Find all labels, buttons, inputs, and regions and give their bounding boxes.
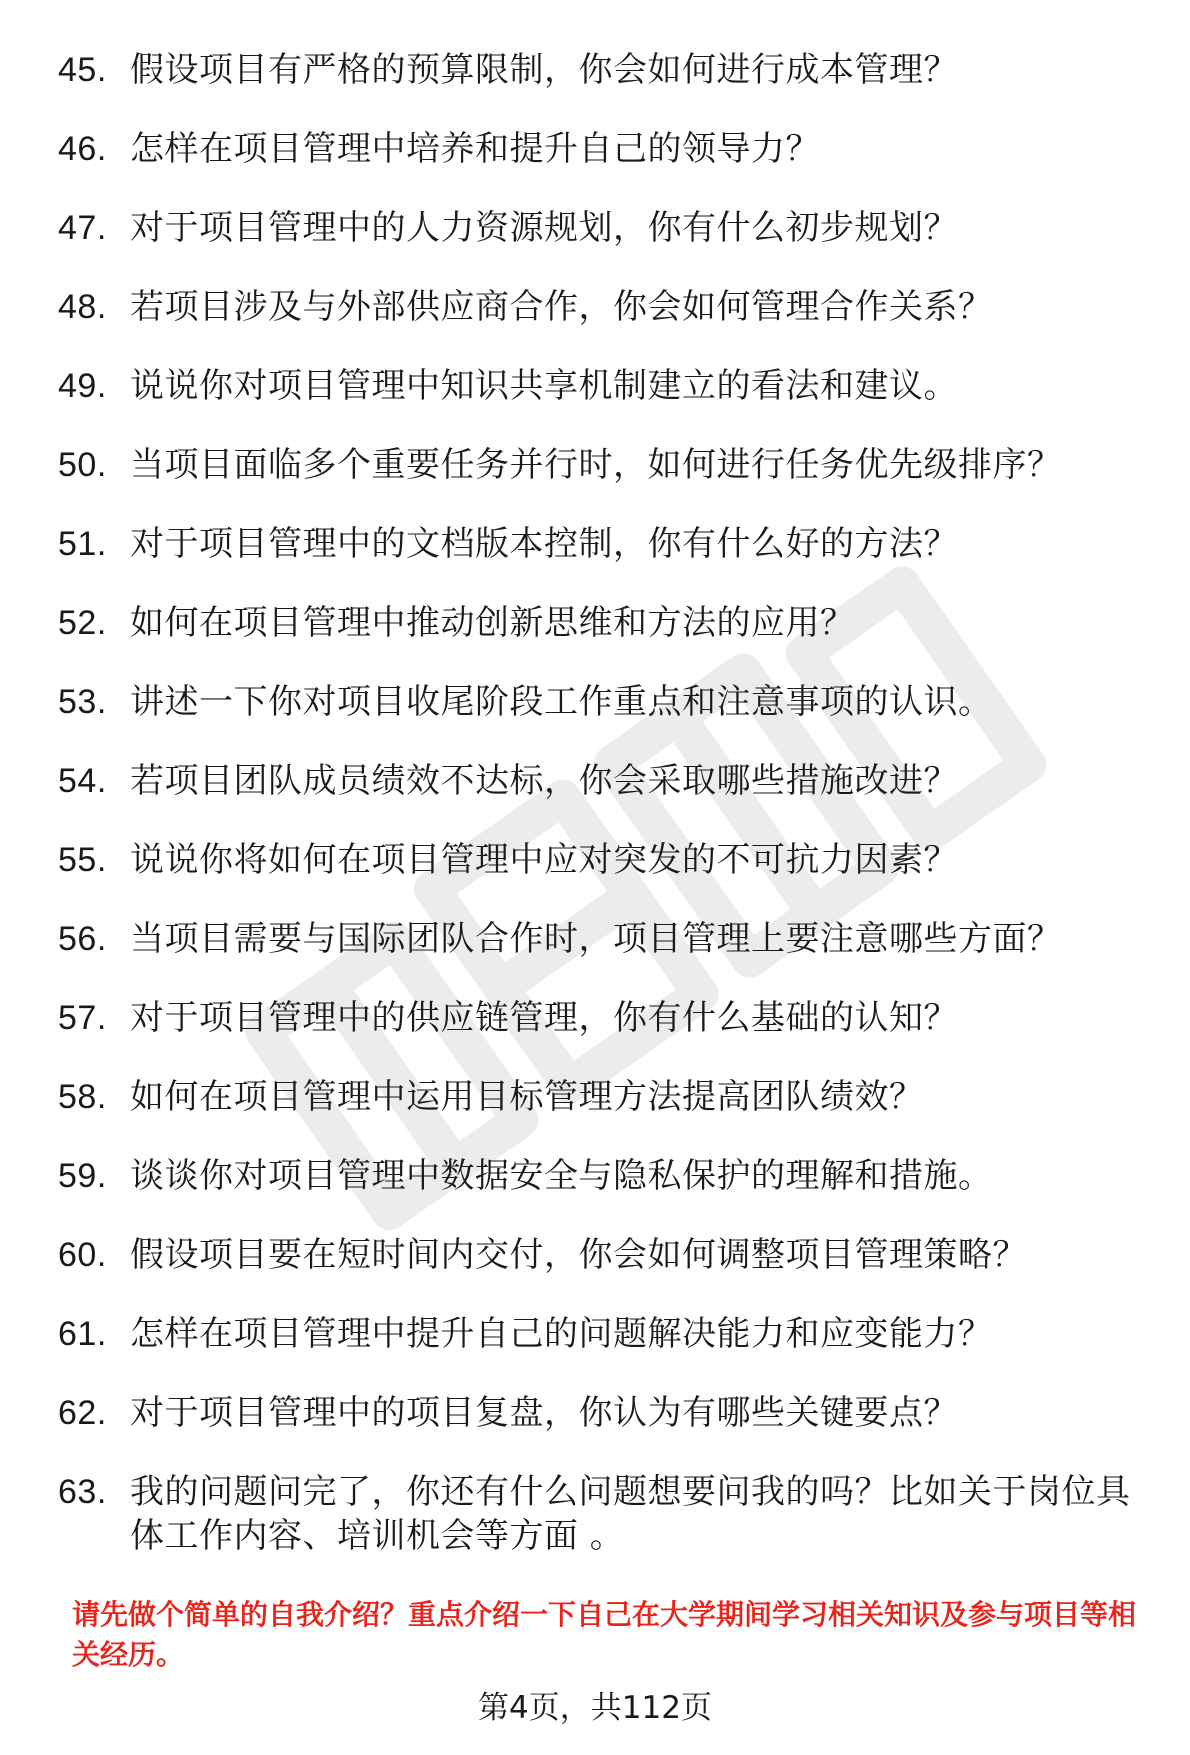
list-item <box>58 838 1158 917</box>
question-number: 51. <box>58 525 107 563</box>
list-item <box>58 1312 1158 1391</box>
question-number: 45. <box>58 51 107 89</box>
list-item <box>58 127 1158 206</box>
list-item <box>58 364 1158 443</box>
question-number: 55. <box>58 841 107 879</box>
question-text: 当项目需要与国际团队合作时，项目管理上要注意哪些方面？ <box>130 919 1062 959</box>
question-number: 60. <box>58 1236 107 1274</box>
question-text: 对于项目管理中的项目复盘，你认为有哪些关键要点？ <box>130 1393 958 1433</box>
question-number: 50. <box>58 446 107 484</box>
list-item <box>58 996 1158 1075</box>
question-text: 假设项目有严格的预算限制，你会如何进行成本管理？ <box>130 50 958 90</box>
question-text: 我的问题问完了，你还有什么问题想要问我的吗？比如关于岗位具体工作内容、培训机会等方面 。 <box>130 1472 1131 1556</box>
question-text: 如何在项目管理中推动创新思维和方法的应用？ <box>130 603 855 643</box>
page-number: 第4页，共112页 <box>478 1690 712 1726</box>
list-item <box>58 1154 1158 1233</box>
question-number: 61. <box>58 1315 107 1353</box>
question-text: 对于项目管理中的人力资源规划，你有什么初步规划？ <box>130 208 958 248</box>
list-item <box>58 48 1158 127</box>
question-text: 对于项目管理中的供应链管理，你有什么基础的认知？ <box>130 998 958 1038</box>
question-number: 57. <box>58 999 107 1037</box>
question-text: 若项目涉及与外部供应商合作，你会如何管理合作关系？ <box>130 287 993 327</box>
list-item <box>58 917 1158 996</box>
question-list <box>58 48 1158 1558</box>
question-text: 怎样在项目管理中培养和提升自己的领导力？ <box>130 129 820 169</box>
question-number: 46. <box>58 130 107 168</box>
question-number: 58. <box>58 1078 107 1116</box>
question-text: 怎样在项目管理中提升自己的问题解决能力和应变能力？ <box>130 1314 993 1354</box>
question-text: 当项目面临多个重要任务并行时，如何进行任务优先级排序？ <box>130 445 1062 485</box>
question-text: 对于项目管理中的文档版本控制，你有什么好的方法？ <box>130 524 958 564</box>
question-number: 54. <box>58 762 107 800</box>
question-text: 说说你将如何在项目管理中应对突发的不可抗力因素？ <box>130 840 958 880</box>
list-item <box>58 680 1158 759</box>
question-number: 52. <box>58 604 107 642</box>
question-number: 53. <box>58 683 107 721</box>
question-text: 讲述一下你对项目收尾阶段工作重点和注意事项的认识。 <box>130 682 993 722</box>
question-number: 47. <box>58 209 107 247</box>
question-text: 若项目团队成员绩效不达标，你会采取哪些措施改进？ <box>130 761 958 801</box>
question-number: 62. <box>58 1394 107 1432</box>
list-item <box>58 522 1158 601</box>
list-item <box>58 759 1158 838</box>
question-number: 56. <box>58 920 107 958</box>
highlighted-question: 请先做个简单的自我介绍？重点介绍一下自己在大学期间学习相关知识及参与项目等相关经历。 <box>72 1598 1137 1671</box>
question-number: 49. <box>58 367 107 405</box>
list-item <box>58 1470 1158 1558</box>
question-number: 63. <box>58 1473 107 1511</box>
list-item <box>58 1391 1158 1470</box>
question-text: 假设项目要在短时间内交付，你会如何调整项目管理策略？ <box>130 1235 1027 1275</box>
question-text: 谈谈你对项目管理中数据安全与隐私保护的理解和措施。 <box>130 1156 993 1196</box>
list-item <box>58 1075 1158 1154</box>
list-item <box>58 285 1158 364</box>
question-number: 59. <box>58 1157 107 1195</box>
list-item <box>58 206 1158 285</box>
question-number: 48. <box>58 288 107 326</box>
list-item <box>58 1233 1158 1312</box>
list-item <box>58 443 1158 522</box>
question-text: 说说你对项目管理中知识共享机制建立的看法和建议。 <box>130 366 958 406</box>
question-text: 如何在项目管理中运用目标管理方法提高团队绩效？ <box>130 1077 924 1117</box>
list-item <box>58 601 1158 680</box>
